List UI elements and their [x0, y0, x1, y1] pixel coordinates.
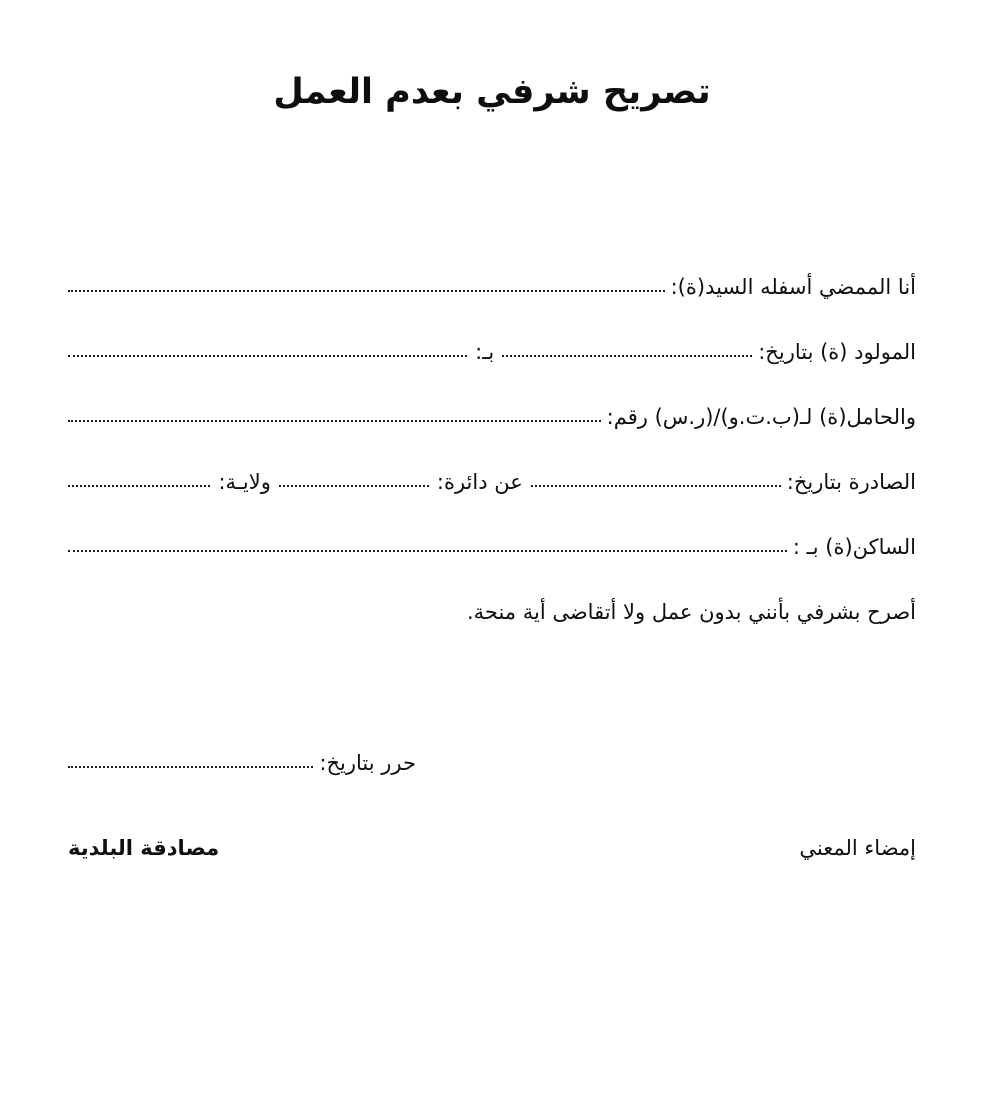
- signature-label-municipality: مصادقة البلدية: [68, 836, 220, 860]
- honor-statement-row: [68, 597, 916, 627]
- field-row-id-card-number: [68, 402, 916, 432]
- signature-label-declarant: إمضاء المعني: [799, 836, 916, 860]
- field-label-wilaya: ولايـة:: [218, 470, 271, 494]
- signature-row: [68, 836, 916, 860]
- field-input-residence[interactable]: [68, 536, 787, 558]
- form-body: [68, 272, 916, 627]
- field-label-written-date: حرر بتاريخ:: [319, 751, 416, 775]
- field-input-declarant-name[interactable]: [68, 276, 665, 298]
- page-title: تصريح شرفي بعدم العمل: [273, 72, 711, 112]
- field-input-issue-date[interactable]: [531, 471, 781, 493]
- field-input-wilaya[interactable]: [68, 471, 210, 493]
- field-input-daira[interactable]: [279, 471, 429, 493]
- field-input-id-card-number[interactable]: [68, 406, 601, 428]
- field-label-id-card-number: والحامل(ة) لـ(ب.ت.و)/(ر.س) رقم:: [606, 405, 916, 429]
- field-input-written-date[interactable]: [68, 752, 313, 774]
- field-input-birth-place[interactable]: [68, 341, 467, 363]
- written-on-date-row: [68, 748, 916, 778]
- field-label-birth-place: بـ:: [475, 340, 495, 364]
- field-row-declarant-name: [68, 272, 916, 302]
- field-row-birth-date-place: [68, 337, 916, 367]
- field-label-residence: الساكن(ة) بـ :: [792, 535, 916, 559]
- field-label-declarant-name: أنا الممضي أسفله السيد(ة):: [670, 275, 916, 299]
- field-input-birth-date[interactable]: [502, 341, 752, 363]
- honor-statement-text: أصرح بشرفي بأنني بدون عمل ولا أتقاضى أية منحة.: [466, 600, 916, 624]
- field-label-daira: عن دائرة:: [436, 470, 523, 494]
- field-label-birth-date: المولود (ة) بتاريخ:: [758, 340, 916, 364]
- field-row-residence: [68, 532, 916, 562]
- field-label-issue-date: الصادرة بتاريخ:: [786, 470, 916, 494]
- field-row-issue-date-daira-wilaya: [68, 467, 916, 497]
